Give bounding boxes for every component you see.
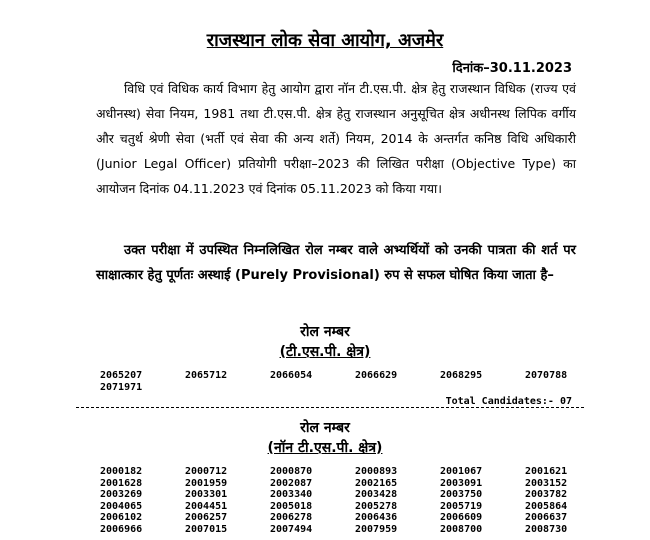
roll-number: 2071971 — [100, 381, 143, 393]
roll-number: 2000712 — [185, 466, 228, 477]
roll-number: 2007959 — [355, 523, 398, 535]
roll-number: 2001959 — [185, 477, 228, 489]
roll-number: 2003091 — [440, 477, 483, 489]
roll-number: 2005018 — [270, 500, 313, 512]
roll-number: 2066629 — [355, 370, 398, 381]
roll-number: 2006102 — [100, 512, 143, 523]
roll-number: 2002087 — [270, 477, 313, 489]
roll-number: 2008700 — [440, 523, 483, 535]
roll-number: 2007494 — [270, 523, 313, 535]
roll-number: 2066054 — [270, 370, 313, 381]
result-text: उक्त परीक्षा में उपस्थित निम्नलिखित रोल नम्बर वाले अभ्यर्थियों को उनकी पात्रता की शर्त पर साक्षात्कार हेतु पूर्णतः अस्थाई (Purely Provisional) रुप से सफल घोषित किया जाता है– — [96, 243, 576, 283]
roll-number: 2005864 — [525, 500, 568, 512]
roll-number: 2002165 — [355, 477, 398, 489]
roll-number: 2006637 — [525, 512, 568, 523]
roll-number: 2003301 — [185, 489, 228, 500]
roll-number: 2003152 — [525, 477, 568, 489]
roll-number: 2006278 — [270, 512, 313, 523]
section-divider — [76, 407, 584, 408]
page-title: राजस्थान लोक सेवा आयोग, अजमेर — [206, 30, 444, 51]
roll-number: 2006966 — [100, 523, 143, 535]
roll-number: 2068295 — [440, 370, 483, 381]
roll-number: 2001628 — [100, 477, 143, 489]
roll-number: 2005278 — [355, 500, 398, 512]
result-paragraph — [96, 238, 576, 288]
tsp-heading: रोल नम्बर — [300, 324, 350, 340]
roll-number: 2003340 — [270, 489, 313, 500]
roll-number: 2006257 — [185, 512, 228, 523]
non-tsp-subheading: (नॉन टी.एस.पी. क्षेत्र) — [267, 440, 383, 456]
roll-number: 2003269 — [100, 489, 143, 500]
intro-text: विधि एवं विधिक कार्य विभाग हेतु आयोग द्वारा नॉन टी.एस.पी. क्षेत्र हेतु राजस्थान विधिक (राज्य एवं अधीनस्थ) सेवा नियम, 1981 तथा टी.एस.पी. क्षेत्र हेतु राजस्थान अनुसूचित क्षेत्र अधीनस्थ लिपिक वर्गीय और चतुर्थ श्रेणी सेवा (भर्ती एवं सेवा की अन्य शर्ते) नियम, 2014 के अन्तर्गत कनिष्ठ विधि अधिकारी (Junior Legal Officer) प्रतियोगी परीक्षा–2023 की लिखित परीक्षा (Objective Type) का आयोजन दिनांक 04.11.2023 एवं दिनांक 05.11.2023 को किया गया। — [96, 81, 576, 196]
roll-number: 2001067 — [440, 466, 483, 477]
notice-date: दिनांक–30.11.2023 — [452, 61, 572, 76]
tsp-subheading: (टी.एस.पी. क्षेत्र) — [279, 344, 371, 360]
roll-number: 2005719 — [440, 500, 483, 512]
roll-number: 2065712 — [185, 370, 228, 381]
roll-number: 2003782 — [525, 489, 568, 500]
non-tsp-roll-grid — [100, 466, 580, 535]
roll-number: 2000893 — [355, 466, 398, 477]
roll-number: 2000870 — [270, 466, 313, 477]
roll-number: 2003428 — [355, 489, 398, 500]
tsp-total: Total Candidates:- 07 — [445, 396, 572, 407]
intro-paragraph — [96, 76, 576, 201]
roll-number: 2001621 — [525, 466, 568, 477]
non-tsp-heading: रोल नम्बर — [300, 420, 350, 436]
roll-number: 2003750 — [440, 489, 483, 500]
roll-number: 2000182 — [100, 466, 143, 477]
roll-number: 2007015 — [185, 523, 228, 535]
roll-number: 2065207 — [100, 370, 143, 381]
roll-number: 2008730 — [525, 523, 568, 535]
roll-number: 2006436 — [355, 512, 398, 523]
roll-number: 2006609 — [440, 512, 483, 523]
tsp-roll-grid — [100, 370, 580, 393]
roll-number: 2004065 — [100, 500, 143, 512]
roll-number: 2004451 — [185, 500, 228, 512]
roll-number: 2070788 — [525, 370, 568, 381]
